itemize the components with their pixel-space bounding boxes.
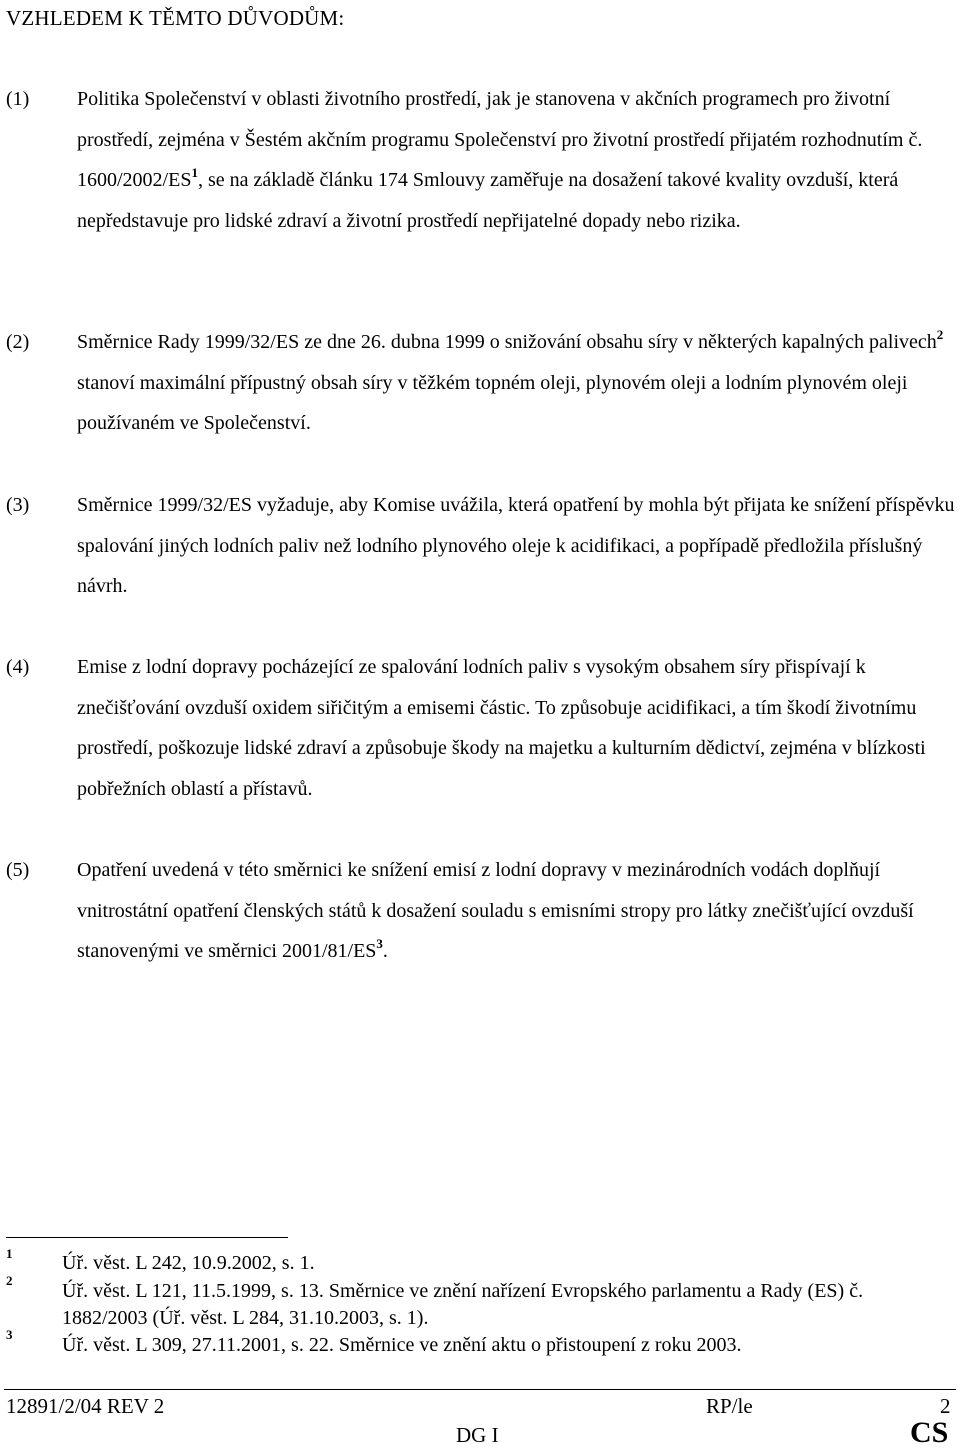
footnote-mark-1: 1 — [6, 1246, 13, 1261]
recital-text — [77, 79, 955, 241]
recital-text — [77, 647, 955, 809]
page-heading: VZHLEDEM K TĚMTO DŮVODŮM: — [6, 6, 345, 30]
recital-number: (1) — [6, 88, 30, 110]
recital-number: (3) — [6, 494, 30, 516]
footnote-reference[interactable]: 3 — [376, 936, 383, 952]
footnote-reference[interactable]: 2 — [936, 327, 944, 342]
directorate-general: DG I — [456, 1423, 499, 1447]
language-code: CS — [910, 1416, 949, 1449]
recital-text-part: Směrnice Rady 1999/32/ES ze dne 26. dubna 1999 o snižování obsahu síry v některých kapalných palivech — [77, 331, 937, 353]
footnote-separator — [6, 1237, 288, 1238]
footnote-mark-3: 3 — [6, 1327, 13, 1342]
recital-number: (5) — [6, 859, 30, 881]
recital-text-part: Směrnice 1999/32/ES vyžaduje, aby Komise uvážila, která opatření by mohla být přijata ke snížení příspěvku spalování jiných lodních paliv než lodního plynového oleje k acidifikaci, a popřípadě předložila příslušný návrh. — [77, 494, 955, 598]
footnote-3: Úř. věst. L 309, 27.11.2001, s. 22. Směrnice ve znění aktu o přistoupení z roku 2003. — [62, 1334, 742, 1356]
recital-text-part: Emise z lodní dopravy pocházející ze spalování lodních paliv s vysokým obsahem síry přispívají k znečišťování ovzduší oxidem siřičitým a emisemi částic. To způsobuje acidifikaci, a tím škodí životnímu prostředí, poškozuje lidské zdraví a způsobuje škody na majetku a kulturním dědictví, zejména v blízkosti pobřežních oblastí a přístavů. — [77, 656, 926, 800]
recital-text — [77, 850, 955, 972]
recital-text — [77, 485, 955, 607]
document-reference: 12891/2/04 REV 2 — [6, 1394, 165, 1418]
recital-number: (4) — [6, 656, 30, 678]
footnote-2: Úř. věst. L 121, 11.5.1999, s. 13. Směrnice ve znění nařízení Evropského parlamentu a Rady (ES) č. 1882/2003 (Úř. věst. L 284, 31.10.2003, s. 1). — [62, 1280, 864, 1329]
footnote-reference[interactable]: 1 — [191, 165, 198, 181]
footnote-1: Úř. věst. L 242, 10.9.2002, s. 1. — [62, 1252, 315, 1274]
recital-text-part: . — [382, 940, 388, 963]
footnote-mark-2: 2 — [6, 1273, 13, 1288]
recital-text-part: Politika Společenství v oblasti životního prostředí, jak je stanovena v akčních programech pro životní prostředí, zejména v Šestém akčním programu Společenství pro životní prostředí přijatém rozhodnutím č. 1600/2002/ES — [77, 88, 923, 192]
recital-text-part: stanoví maximální přípustný obsah síry v těžkém topném oleji, plynovém oleji a lodním plynovém oleji používaném ve Společenství. — [77, 371, 908, 435]
recital-text-part: , se na základě článku 174 Smlouvy zaměřuje na dosažení takové kvality ovzduší, která nepředstavuje pro lidské zdraví a životní prostředí nepřijatelné dopady nebo rizika. — [77, 169, 899, 232]
recital-number: (2) — [6, 331, 30, 353]
author-initials: RP/le — [706, 1394, 753, 1418]
footer-separator — [4, 1389, 956, 1390]
recital-text-part: Opatření uvedená v této směrnici ke snížení emisí z lodní dopravy v mezinárodních vodách doplňují vnitrostátní opatření členských států k dosažení souladu s emisními stropy pro látky znečišťující ovzduší stanovenými ve směrnici 2001/81/ES — [77, 859, 914, 963]
recital-text — [77, 322, 955, 444]
page-number: 2 — [940, 1394, 951, 1418]
